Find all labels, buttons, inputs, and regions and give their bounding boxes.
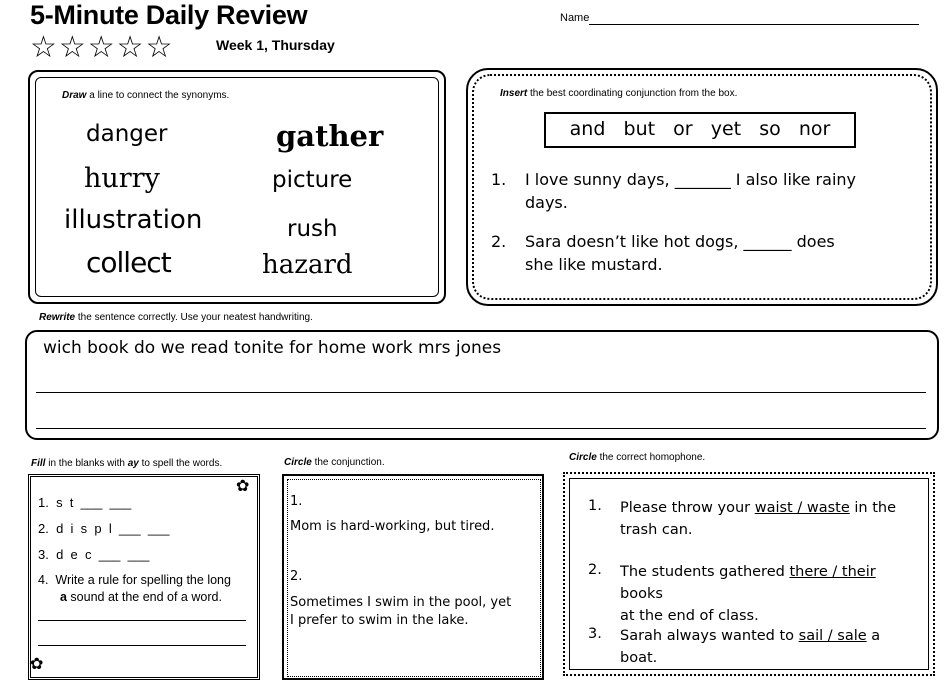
fill-item[interactable] [38,547,149,562]
item-line: Sometimes I swim in the pool, yet [290,595,512,610]
item-number: 1. [38,495,49,510]
page-title: 5-Minute Daily Review [30,0,308,30]
item-text: Please throw your [620,500,755,516]
instruction-text: in the blanks with [45,458,128,469]
instruction-verb: Draw [62,90,87,101]
homophone-item-1[interactable] [620,497,920,541]
item-line: days. [525,193,568,212]
item-text: at the end of class. [620,608,759,624]
name-label: Name [560,12,590,24]
item-number: 2. [491,232,507,251]
instruction-text: the correct homophone. [596,452,706,463]
homophone-item-2[interactable] [620,561,920,627]
fill-item[interactable] [38,495,131,510]
synonym-word[interactable]: picture [272,167,353,193]
instruction-verb: Circle [284,457,312,468]
homophone-item-3[interactable] [620,625,920,669]
week-label: Week 1, Thursday [216,37,335,53]
conjunction-item-1 [525,168,905,214]
writing-line[interactable] [36,428,926,429]
item-number: 4. [38,573,49,587]
instruction-text: the conjunction. [311,457,385,468]
item-number: 3. [588,626,602,642]
fill-item[interactable] [38,521,170,536]
item-text: The students gathered [620,564,790,580]
instruction-text: the best coordinating conjunction from the box. [527,88,738,99]
name-line[interactable] [589,24,919,25]
bow-icon: ✿ [30,656,44,673]
item-text: sound at the end of a word. [66,590,222,604]
rewrite-instruction [39,312,313,323]
item-number: 2. [588,562,602,578]
circle-conj-item-1[interactable]: Mom is hard-working, but tired. [290,519,495,534]
conjunction-instruction [500,88,737,99]
conjunction-item-2 [525,230,905,276]
item-text: Sarah always wanted to [620,628,799,644]
synonym-word[interactable]: hazard [262,250,353,280]
fill-instruction [31,458,222,469]
bow-icon: ✿ [236,478,250,495]
item-text: a [866,628,881,644]
instruction-text: a line to connect the synonyms. [86,90,230,101]
item-number: 1. [588,498,602,514]
synonym-word[interactable]: collect [86,246,171,279]
instruction-verb: Rewrite [39,312,76,323]
homophone-choice: sail / sale [798,628,867,644]
writing-line[interactable] [38,645,246,646]
item-number: 1. [290,494,303,509]
item-line: I love sunny days, _______ I also like rainy [525,170,856,189]
star-rating-icons: ☆☆☆☆☆ [30,31,175,64]
rewrite-sentence: wich book do we read tonite for home work mrs jones [43,338,502,358]
instruction-verb: Fill [31,458,46,469]
instruction-letters: ay [127,458,139,469]
instruction-verb: Insert [500,88,528,99]
word-box-words: and but or yet so nor [569,118,831,140]
item-line: I prefer to swim in the lake. [290,613,469,628]
item-text: trash can. [620,522,693,538]
homophone-choice: there / their [789,564,876,580]
item-text: d e c ___ ___ [56,547,150,562]
synonym-word[interactable]: rush [287,216,338,242]
item-text: Write a rule for spelling the long [55,573,231,587]
synonym-word[interactable]: danger [86,121,168,147]
instruction-verb: Circle [569,452,597,463]
inner-border [287,479,541,677]
item-text: books [620,586,663,602]
writing-line[interactable] [38,620,246,621]
item-text: d i s p l ___ ___ [56,521,170,536]
item-number: 2. [290,569,303,584]
synonym-word[interactable]: hurry [84,163,160,194]
item-number: 2. [38,521,49,536]
item-text: s t ___ ___ [56,495,132,510]
item-line: she like mustard. [525,255,663,274]
homophone-choice: waist / waste [754,500,850,516]
synonym-word[interactable]: gather [276,119,384,153]
synonyms-instruction [62,90,229,101]
homophone-instruction [569,452,705,463]
circle-conj-instruction [284,457,385,468]
fill-item-4 [38,572,258,606]
writing-line[interactable] [36,392,926,393]
instruction-text: to spell the words. [138,458,223,469]
item-text: in the [849,500,896,516]
item-number: 1. [491,170,507,189]
item-number: 3. [38,547,49,562]
circle-conj-item-2[interactable] [290,594,540,630]
item-text: boat. [620,650,658,666]
item-letter: a [60,590,67,604]
item-line: Sara doesn’t like hot dogs, ______ does [525,232,835,251]
instruction-text: the sentence correctly. Use your neatest handwriting. [75,312,313,323]
synonym-word[interactable]: illustration [64,205,203,235]
